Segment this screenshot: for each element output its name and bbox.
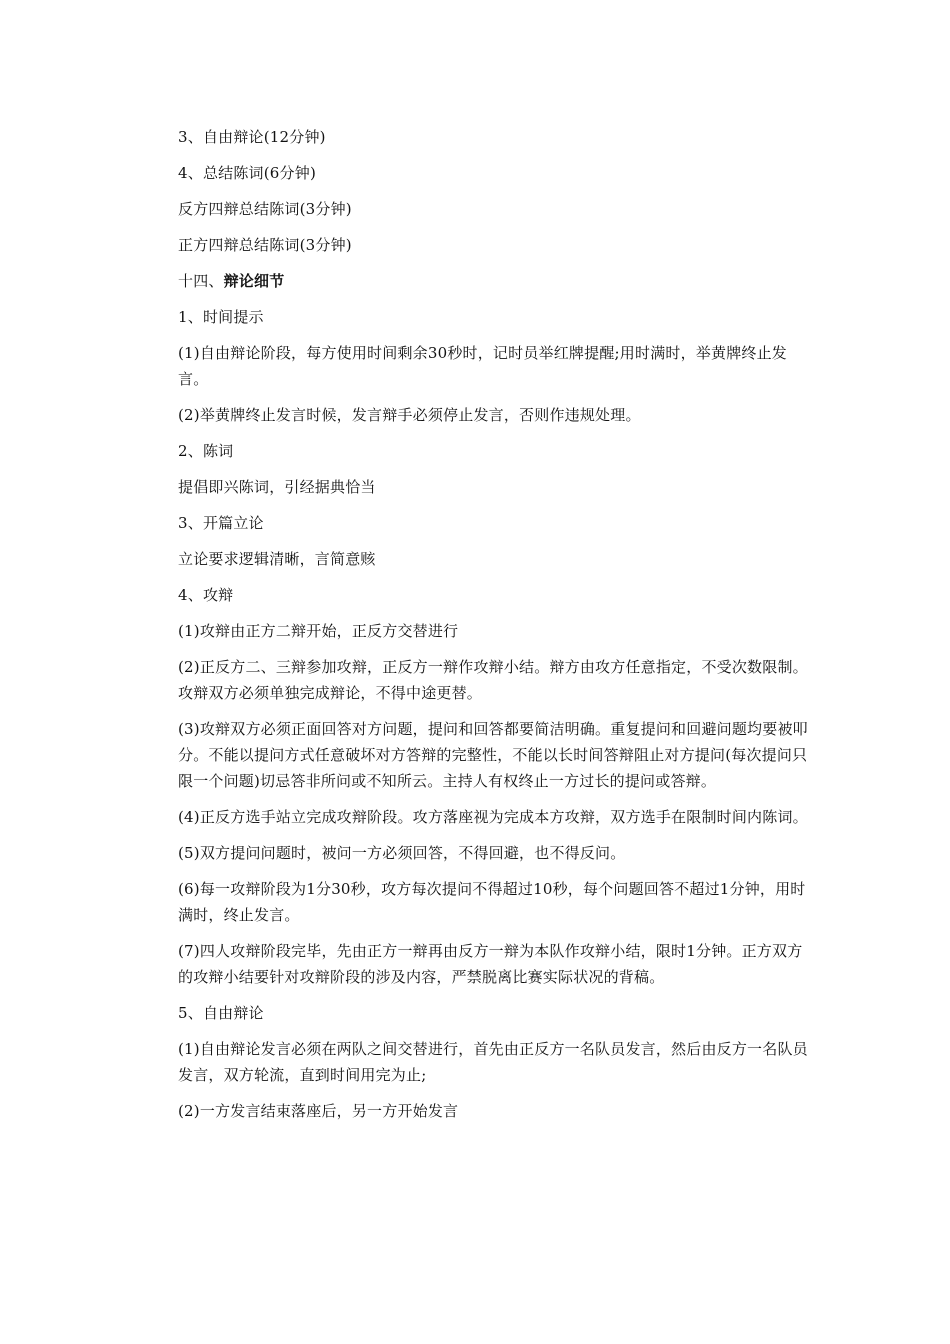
section-heading-title: 辩论细节 [223, 272, 285, 290]
paragraph-text: 提倡即兴陈词，引经据典恰当 [178, 478, 376, 496]
paragraph [178, 546, 810, 572]
paragraph [178, 1000, 810, 1026]
paragraph [178, 232, 810, 258]
paragraph-text: (5)双方提问问题时，被问一方必须回答，不得回避，也不得反问。 [178, 844, 626, 862]
paragraph-text: (6)每一攻辩阶段为1分30秒，攻方每次提问不得超过10秒，每个问题回答不超过1分钟，用时满时，终止发言。 [178, 880, 806, 924]
paragraph-text: 反方四辩总结陈词(3分钟) [178, 200, 352, 218]
paragraph [178, 474, 810, 500]
paragraph-text: 4、总结陈词(6分钟) [178, 164, 316, 182]
paragraph [178, 196, 810, 222]
paragraph [178, 938, 810, 990]
paragraph [178, 804, 810, 830]
paragraph [178, 876, 810, 928]
paragraph [178, 716, 810, 794]
paragraph [178, 124, 810, 150]
paragraph [178, 402, 810, 428]
paragraph [178, 618, 810, 644]
paragraph [178, 510, 810, 536]
paragraph-text: (1)自由辩论阶段，每方使用时间剩余30秒时，记时员举红牌提醒;用时满时，举黄牌终止发言。 [178, 344, 787, 388]
paragraph-text: 3、开篇立论 [178, 514, 264, 532]
paragraph-text: (2)举黄牌终止发言时候，发言辩手必须停止发言，否则作违规处理。 [178, 406, 641, 424]
paragraph-text: (2)正反方二、三辩参加攻辩，正反方一辩作攻辩小结。辩方由攻方任意指定，不受次数限制。攻辩双方必须单独完成辩论，不得中途更替。 [178, 658, 808, 702]
paragraph-text: 2、陈词 [178, 442, 234, 460]
paragraph [178, 304, 810, 330]
paragraph [178, 160, 810, 186]
section-heading [178, 268, 810, 294]
paragraph-text: 3、自由辩论(12分钟) [178, 128, 326, 146]
paragraph-text: 4、攻辩 [178, 586, 234, 604]
paragraph-text: (3)攻辩双方必须正面回答对方问题，提问和回答都要简洁明确。重复提问和回避问题均要被叩分。不能以提问方式任意破坏对方答辩的完整性，不能以长时间答辩阻止对方提问(每次提问只限一个问题)切忌答非所问或不知所云。主持人有权终止一方过长的提问或答辩。 [178, 720, 808, 790]
paragraph-text: 1、时间提示 [178, 308, 264, 326]
paragraph-text: (7)四人攻辩阶段完毕，先由正方一辩再由反方一辩为本队作攻辩小结，限时1分钟。正方双方的攻辩小结要针对攻辩阶段的涉及内容，严禁脱离比赛实际状况的背稿。 [178, 942, 803, 986]
paragraph [178, 1098, 810, 1124]
document-body [178, 124, 810, 1134]
section-heading-prefix: 十四、 [178, 272, 224, 290]
paragraph [178, 1036, 810, 1088]
paragraph [178, 340, 810, 392]
paragraph-text: (4)正反方选手站立完成攻辩阶段。攻方落座视为完成本方攻辩，双方选手在限制时间内陈词。 [178, 808, 808, 826]
paragraph-text: (1)攻辩由正方二辩开始，正反方交替进行 [178, 622, 459, 640]
paragraph-text: 5、自由辩论 [178, 1004, 264, 1022]
paragraph-text: 正方四辩总结陈词(3分钟) [178, 236, 352, 254]
paragraph [178, 654, 810, 706]
paragraph-text: 立论要求逻辑清晰，言简意赅 [178, 550, 376, 568]
paragraph-text: (1)自由辩论发言必须在两队之间交替进行，首先由正反方一名队员发言，然后由反方一名队员发言，双方轮流，直到时间用完为止; [178, 1040, 808, 1084]
paragraph-text: (2)一方发言结束落座后，另一方开始发言 [178, 1102, 459, 1120]
paragraph [178, 840, 810, 866]
paragraph [178, 582, 810, 608]
paragraph [178, 438, 810, 464]
